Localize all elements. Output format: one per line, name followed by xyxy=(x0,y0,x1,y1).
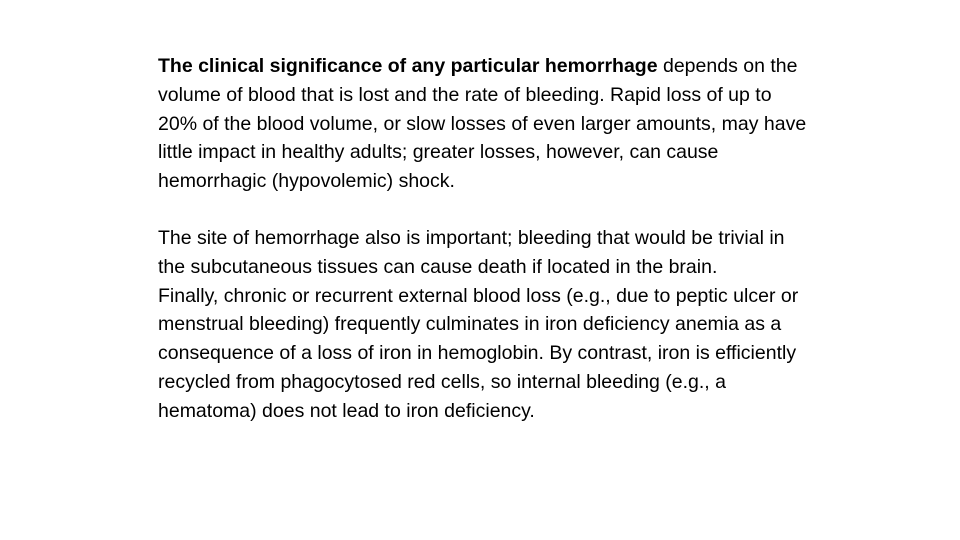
paragraph-gap xyxy=(158,196,808,224)
bold-lead-text: The clinical significance of any particular hemorrhage xyxy=(158,55,658,77)
paragraph-chronic-loss: Finally, chronic or recurrent external blood loss (e.g., due to peptic ulcer or menstrual bleeding) frequently culminates in iron deficiency anemia as a consequence of a loss of iron in hemoglobin. By contrast, iron is efficiently recycled from phagocytosed red cells, so internal bleeding (e.g., a hematoma) does not lead to iron deficiency. xyxy=(158,284,799,422)
paragraph-significance xyxy=(158,52,808,196)
paragraph-significance-rest: depends on the volume of blood that is lost and the rate of bleeding. Rapid loss of up to 20% of the blood volume, or slow losses of even larger amounts, may have little impact in healthy adults; greater losses, however, can cause hemorrhagic (hypovolemic) shock. xyxy=(158,55,807,193)
paragraph-site: The site of hemorrhage also is important; bleeding that would be trivial in the subcutaneous tissues can cause death if located in the brain. xyxy=(158,226,785,278)
body-text xyxy=(158,52,808,426)
